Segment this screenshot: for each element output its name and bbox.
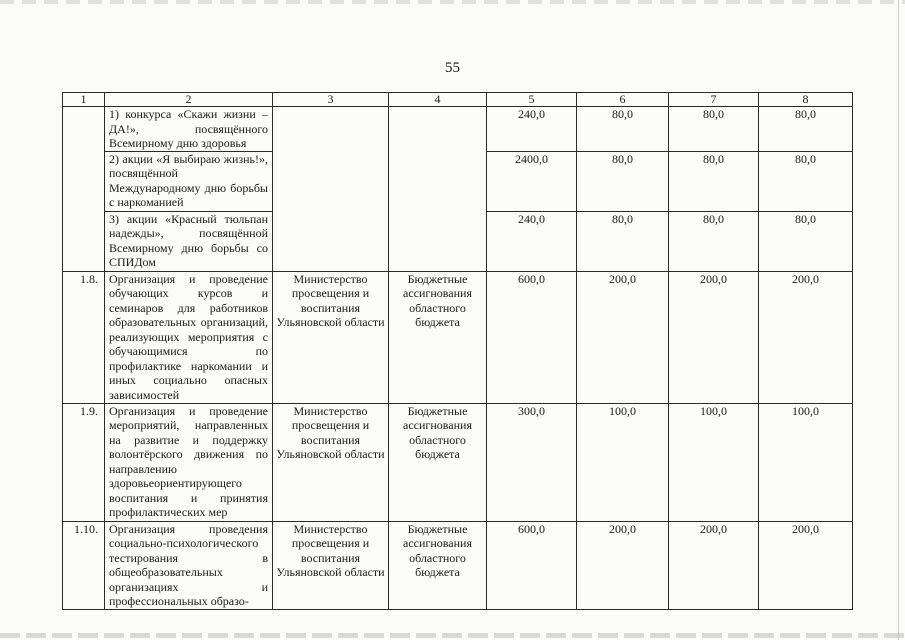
value-col7: 80,0 [669, 211, 759, 271]
row-executor [273, 107, 389, 272]
row-number [63, 107, 105, 272]
value-col7: 200,0 [669, 271, 759, 403]
column-header: 7 [669, 93, 759, 107]
column-header: 1 [63, 93, 105, 107]
value-col7: 100,0 [669, 403, 759, 521]
column-header: 8 [759, 93, 853, 107]
table-header-row [63, 93, 853, 107]
column-header: 4 [389, 93, 487, 107]
value-col7: 80,0 [669, 151, 759, 211]
value-col8: 200,0 [759, 521, 853, 609]
row-source [389, 107, 487, 272]
row-number: 1.8. [63, 271, 105, 403]
table-row [63, 521, 853, 609]
value-col5: 600,0 [487, 521, 577, 609]
table-row [63, 403, 853, 521]
table-row [63, 271, 853, 403]
value-col8: 200,0 [759, 271, 853, 403]
column-header: 6 [577, 93, 669, 107]
table-row [63, 107, 853, 152]
row-number: 1.10. [63, 521, 105, 609]
row-description: Организация проведения социально-психологического тестирования в общеобразовательных организациях и профессиональных образо- [105, 521, 273, 609]
value-col8: 80,0 [759, 151, 853, 211]
value-col6: 100,0 [577, 403, 669, 521]
value-col6: 200,0 [577, 271, 669, 403]
row-description: Организация и проведение обучающих курсов и семинаров для работников образовательных организаций, реализующих мероприятия с обучающимися по профилактике наркомании и иных социально опасных зависимостей [105, 271, 273, 403]
value-col5: 2400,0 [487, 151, 577, 211]
row-number: 1.9. [63, 403, 105, 521]
row-description: 2) акции «Я выбираю жизнь!», посвящённой Международному дню борьбы с наркоманией [105, 151, 273, 211]
value-col5: 240,0 [487, 211, 577, 271]
row-source: Бюджетные ассигнования областного бюджета [389, 271, 487, 403]
budget-table [62, 92, 853, 610]
row-description: 3) акции «Красный тюльпан надежды», посвящённой Всемирному дню борьбы со СПИДом [105, 211, 273, 271]
value-col6: 80,0 [577, 211, 669, 271]
value-col7: 80,0 [669, 107, 759, 152]
value-col5: 300,0 [487, 403, 577, 521]
row-executor: Министерство просвещения и воспитания Ульяновской области [273, 271, 389, 403]
column-header: 2 [105, 93, 273, 107]
scan-edge-right [898, 0, 899, 640]
value-col5: 600,0 [487, 271, 577, 403]
value-col8: 80,0 [759, 107, 853, 152]
column-header: 5 [487, 93, 577, 107]
page-number: 55 [445, 60, 460, 76]
row-executor: Министерство просвещения и воспитания Ульяновской области [273, 403, 389, 521]
value-col8: 100,0 [759, 403, 853, 521]
value-col8: 80,0 [759, 211, 853, 271]
scan-edge-bottom [0, 633, 905, 638]
value-col6: 80,0 [577, 107, 669, 152]
row-source: Бюджетные ассигнования областного бюджета [389, 521, 487, 609]
value-col5: 240,0 [487, 107, 577, 152]
row-description: 1) конкурса «Скажи жизни – ДА!», посвящённого Всемирному дню здоровья [105, 107, 273, 152]
scan-edge-top [0, 0, 905, 4]
value-col6: 200,0 [577, 521, 669, 609]
row-description: Организация и проведение мероприятий, направленных на развитие и поддержку волонтёрского движения по направлению здоровьеориентирующего воспитания и принятия профилактических мер [105, 403, 273, 521]
row-executor: Министерство просвещения и воспитания Ульяновской области [273, 521, 389, 609]
row-source: Бюджетные ассигнования областного бюджета [389, 403, 487, 521]
value-col7: 200,0 [669, 521, 759, 609]
value-col6: 80,0 [577, 151, 669, 211]
column-header: 3 [273, 93, 389, 107]
